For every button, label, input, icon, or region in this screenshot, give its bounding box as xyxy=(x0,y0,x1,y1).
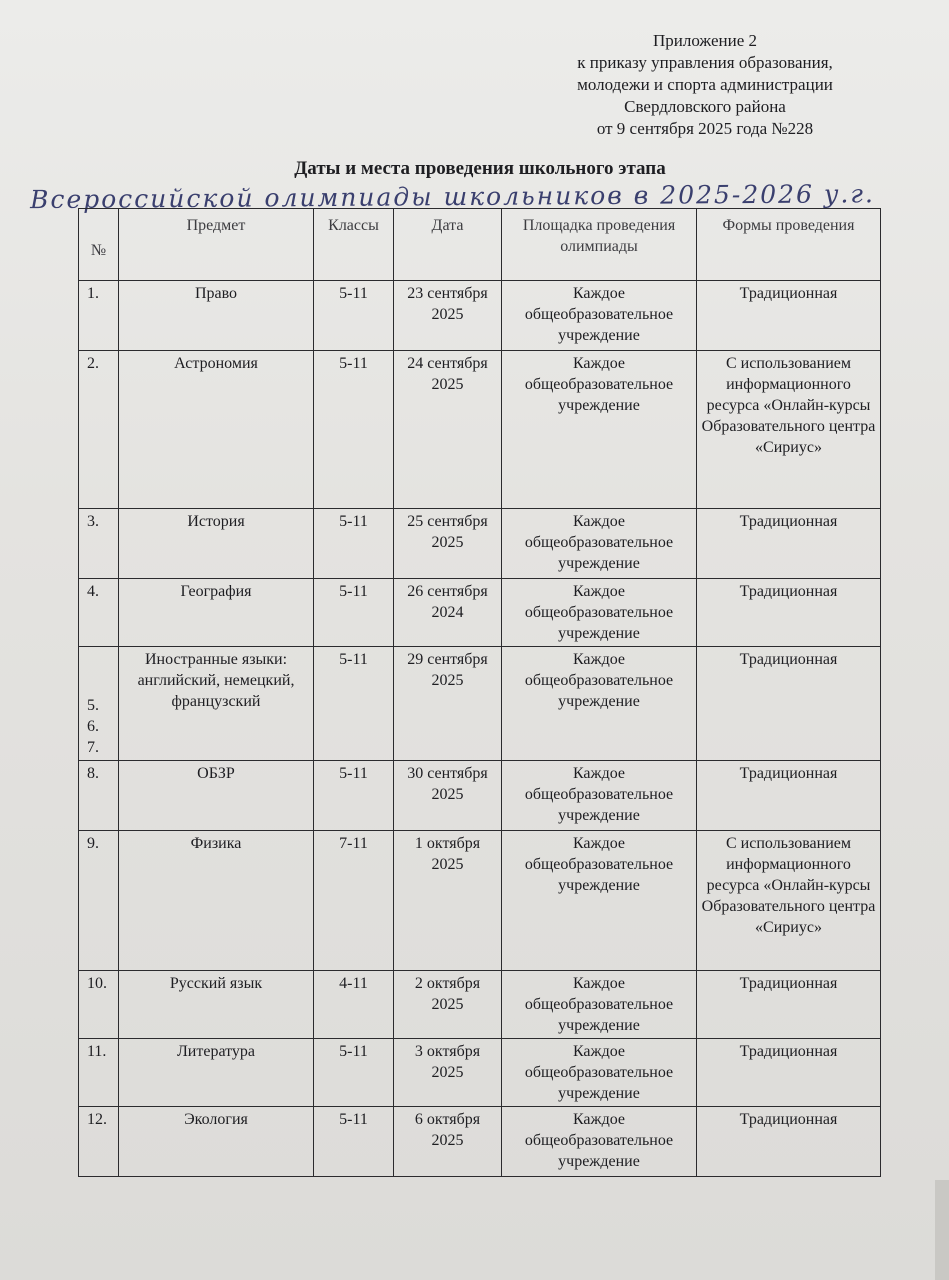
header-subject: Предмет xyxy=(119,209,314,281)
table-row xyxy=(79,1107,881,1177)
row-grades: 5-11 xyxy=(314,579,394,647)
appendix-header xyxy=(540,30,870,140)
table-row xyxy=(79,579,881,647)
table-row xyxy=(79,351,881,509)
schedule-table xyxy=(78,208,881,1177)
row-format: С использованием информационного ресурса «Онлайн-курсы Образовательного центра «Сириус» xyxy=(697,831,881,971)
row-subject: История xyxy=(119,509,314,579)
row-venue: Каждое общеобразовательное учреждение xyxy=(502,1039,697,1107)
row-grades: 5-11 xyxy=(314,761,394,831)
row-venue: Каждое общеобразовательное учреждение xyxy=(502,647,697,761)
row-format: С использованием информационного ресурса «Онлайн-курсы Образовательного центра «Сириус» xyxy=(697,351,881,509)
row-num: 8. xyxy=(79,761,119,831)
table-row xyxy=(79,761,881,831)
row-date: 30 сентября 2025 xyxy=(394,761,502,831)
row-date: 29 сентября 2025 xyxy=(394,647,502,761)
row-venue: Каждое общеобразовательное учреждение xyxy=(502,1107,697,1177)
header-line: от 9 сентября 2025 года №228 xyxy=(596,119,814,138)
row-subject: География xyxy=(119,579,314,647)
header-num: № xyxy=(79,209,119,281)
header-venue: Площадка проведения олимпиады xyxy=(502,209,697,281)
row-subject: Иностранные языки: английский, немецкий, французский xyxy=(119,647,314,761)
header-date: Дата xyxy=(394,209,502,281)
row-num: 10. xyxy=(79,971,119,1039)
row-format: Традиционная xyxy=(697,647,881,761)
row-format: Традиционная xyxy=(697,509,881,579)
row-subject: Литература xyxy=(119,1039,314,1107)
row-grades: 5-11 xyxy=(314,509,394,579)
header-format: Формы проведения xyxy=(697,209,881,281)
row-date: 3 октября 2025 xyxy=(394,1039,502,1107)
row-date: 2 октября 2025 xyxy=(394,971,502,1039)
row-grades: 5-11 xyxy=(314,647,394,761)
row-venue: Каждое общеобразовательное учреждение xyxy=(502,509,697,579)
row-venue: Каждое общеобразовательное учреждение xyxy=(502,281,697,351)
header-grades: Классы xyxy=(314,209,394,281)
row-num: 12. xyxy=(79,1107,119,1177)
row-format: Традиционная xyxy=(697,761,881,831)
row-date: 23 сентября 2025 xyxy=(394,281,502,351)
row-date: 24 сентября 2025 xyxy=(394,351,502,509)
row-subject: Право xyxy=(119,281,314,351)
row-num-line: 5. xyxy=(87,697,99,714)
row-grades: 5-11 xyxy=(314,1039,394,1107)
table-row xyxy=(79,831,881,971)
row-date: 25 сентября 2025 xyxy=(394,509,502,579)
row-venue: Каждое общеобразовательное учреждение xyxy=(502,831,697,971)
row-num: 4. xyxy=(79,579,119,647)
row-date: 6 октября 2025 xyxy=(394,1107,502,1177)
table-row xyxy=(79,971,881,1039)
row-grades: 5-11 xyxy=(314,351,394,509)
header-line: Приложение 2 xyxy=(653,31,757,50)
header-line: Свердловского района xyxy=(624,97,786,116)
row-subject: Экология xyxy=(119,1107,314,1177)
row-num: 9. xyxy=(79,831,119,971)
row-date: 1 октября 2025 xyxy=(394,831,502,971)
row-num xyxy=(79,647,119,761)
row-grades: 5-11 xyxy=(314,281,394,351)
row-num: 2. xyxy=(79,351,119,509)
row-venue: Каждое общеобразовательное учреждение xyxy=(502,761,697,831)
header-line: молодежи и спорта администрации xyxy=(577,75,833,94)
row-grades: 5-11 xyxy=(314,1107,394,1177)
row-venue: Каждое общеобразовательное учреждение xyxy=(502,351,697,509)
row-num-line: 6. xyxy=(87,718,99,735)
row-venue: Каждое общеобразовательное учреждение xyxy=(502,971,697,1039)
table-row xyxy=(79,509,881,579)
row-num: 1. xyxy=(79,281,119,351)
handwritten-annotation: Всероссийской олимпиады школьников в 2025-2026 у.г. xyxy=(29,179,876,215)
header-line: к приказу управления образования, xyxy=(577,53,833,72)
page-edge-shadow xyxy=(935,1180,949,1280)
row-num: 11. xyxy=(79,1039,119,1107)
row-format: Традиционная xyxy=(697,1039,881,1107)
row-subject: Астрономия xyxy=(119,351,314,509)
row-venue: Каждое общеобразовательное учреждение xyxy=(502,579,697,647)
row-format: Традиционная xyxy=(697,281,881,351)
row-grades: 7-11 xyxy=(314,831,394,971)
row-subject: ОБЗР xyxy=(119,761,314,831)
row-subject: Физика xyxy=(119,831,314,971)
table-row xyxy=(79,647,881,761)
document-title: Даты и места проведения школьного этапа xyxy=(294,158,666,179)
row-format: Традиционная xyxy=(697,1107,881,1177)
row-subject: Русский язык xyxy=(119,971,314,1039)
row-num: 3. xyxy=(79,509,119,579)
table-header-row xyxy=(79,209,881,281)
row-num-line: 7. xyxy=(87,739,99,756)
row-format: Традиционная xyxy=(697,971,881,1039)
row-grades: 4-11 xyxy=(314,971,394,1039)
table-row xyxy=(79,1039,881,1107)
row-date: 26 сентября 2024 xyxy=(394,579,502,647)
table-row xyxy=(79,281,881,351)
row-format: Традиционная xyxy=(697,579,881,647)
